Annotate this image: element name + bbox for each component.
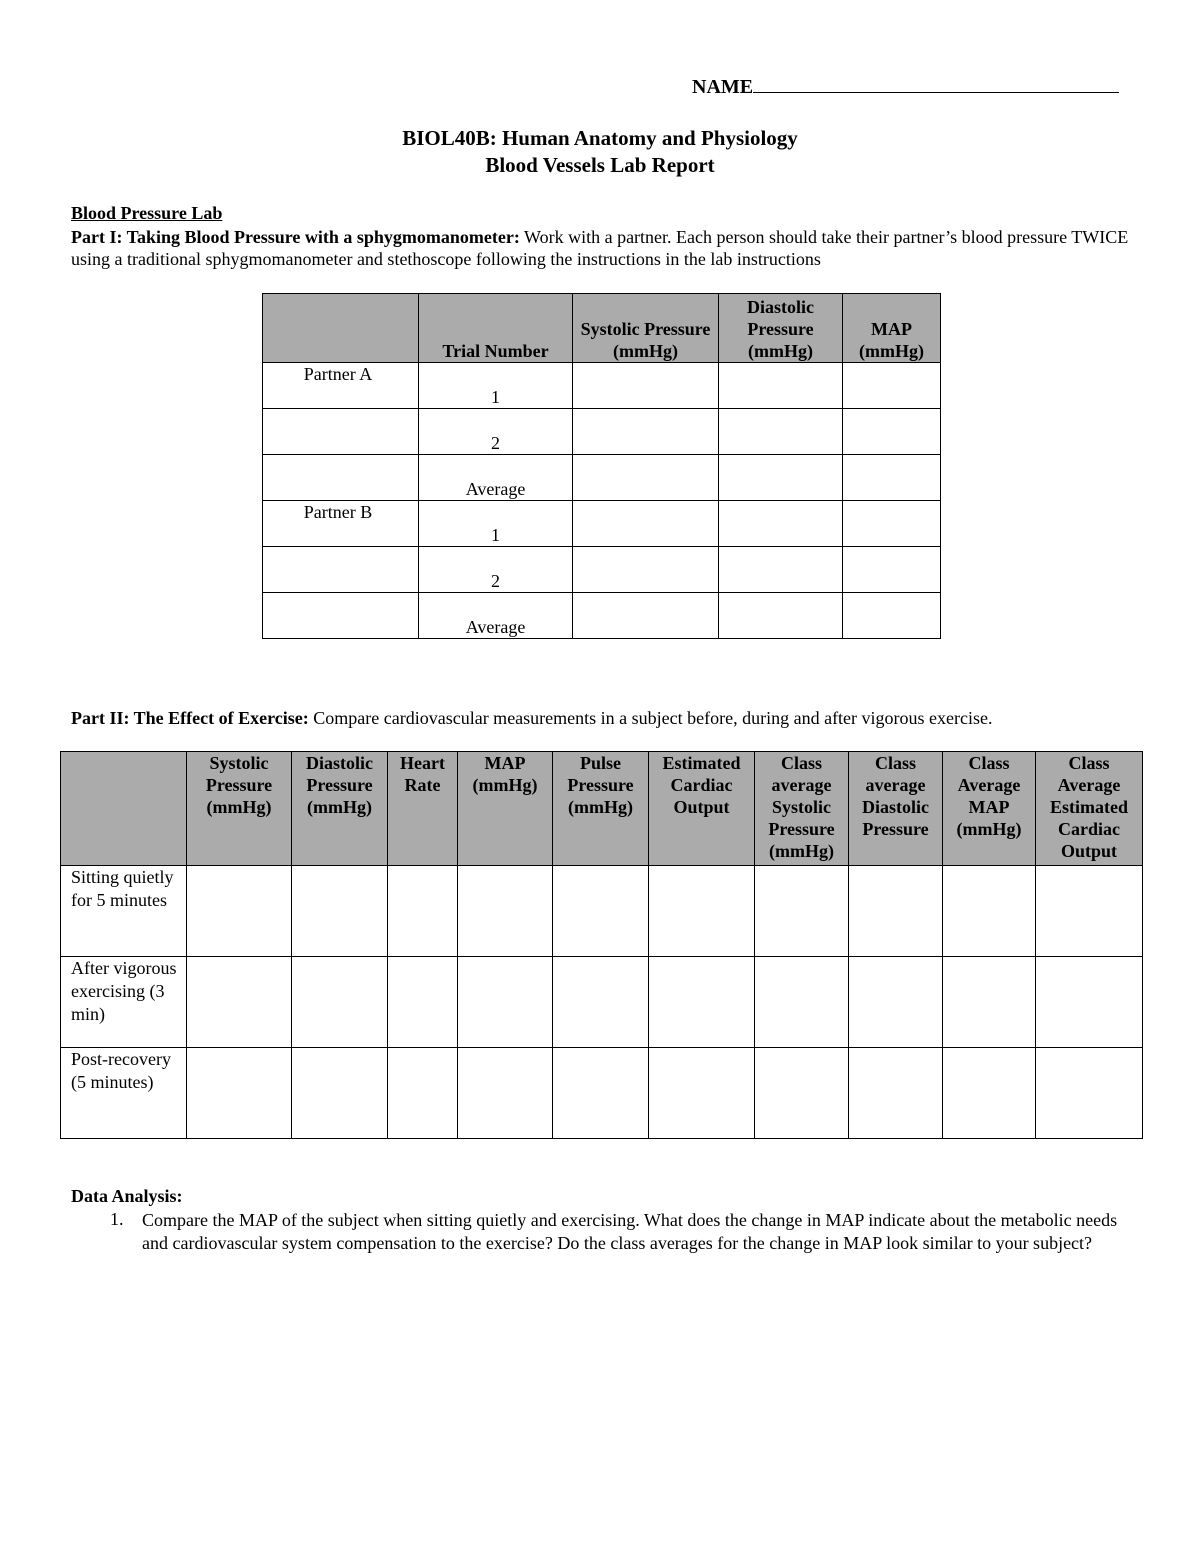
map-entry[interactable] bbox=[843, 363, 941, 409]
table-row bbox=[263, 501, 941, 547]
trial-cell: Average bbox=[419, 455, 573, 501]
table-row bbox=[61, 866, 1143, 957]
systolic-entry[interactable] bbox=[573, 363, 719, 409]
partner-cell bbox=[263, 547, 419, 593]
entry-cell[interactable] bbox=[458, 1048, 553, 1139]
table2-header-systolic: Systolic Pressure (mmHg) bbox=[187, 752, 292, 866]
part2-text: Compare cardiovascular measurements in a subject before, during and after vigorous exercise. bbox=[308, 708, 993, 728]
table-row bbox=[61, 1048, 1143, 1139]
map-entry[interactable] bbox=[843, 409, 941, 455]
entry-cell[interactable] bbox=[187, 1048, 292, 1139]
table-row bbox=[263, 593, 941, 639]
partner-cell: Partner A bbox=[263, 363, 419, 409]
entry-cell[interactable] bbox=[553, 957, 649, 1048]
map-entry[interactable] bbox=[843, 501, 941, 547]
systolic-entry[interactable] bbox=[573, 501, 719, 547]
table2-header-blank bbox=[61, 752, 187, 866]
table-row bbox=[263, 455, 941, 501]
table1-header-blank bbox=[263, 294, 419, 363]
entry-cell[interactable] bbox=[755, 866, 849, 957]
entry-cell[interactable] bbox=[292, 1048, 388, 1139]
trial-cell: 2 bbox=[419, 409, 573, 455]
condition-cell: Sitting quietly for 5 minutes bbox=[61, 866, 187, 957]
entry-cell[interactable] bbox=[553, 866, 649, 957]
entry-cell[interactable] bbox=[849, 866, 943, 957]
entry-cell[interactable] bbox=[649, 957, 755, 1048]
table2-header-class-map: Class Average MAP (mmHg) bbox=[943, 752, 1036, 866]
entry-cell[interactable] bbox=[943, 957, 1036, 1048]
table1-header-row bbox=[263, 294, 941, 363]
entry-cell[interactable] bbox=[388, 1048, 458, 1139]
table-row bbox=[61, 957, 1143, 1048]
table2-header-pulse-pressure: Pulse Pressure (mmHg) bbox=[553, 752, 649, 866]
trial-cell: Average bbox=[419, 593, 573, 639]
report-title: Blood Vessels Lab Report bbox=[485, 153, 715, 177]
table-row bbox=[263, 409, 941, 455]
entry-cell[interactable] bbox=[755, 1048, 849, 1139]
table2-header-class-diastolic: Class average Diastolic Pressure bbox=[849, 752, 943, 866]
entry-cell[interactable] bbox=[943, 1048, 1036, 1139]
condition-cell: Post-recovery (5 minutes) bbox=[61, 1048, 187, 1139]
entry-cell[interactable] bbox=[1036, 866, 1143, 957]
systolic-entry[interactable] bbox=[573, 593, 719, 639]
map-entry[interactable] bbox=[843, 455, 941, 501]
entry-cell[interactable] bbox=[1036, 957, 1143, 1048]
table1-header-diastolic: Diastolic Pressure (mmHg) bbox=[719, 294, 843, 363]
table2-header-cardiac-output: Estimated Cardiac Output bbox=[649, 752, 755, 866]
question-text: Compare the MAP of the subject when sitting quietly and exercising. What does the change in MAP indicate about the metabolic needs and cardiovascular system compensation to the exercise? Do the class averages for the change in MAP look similar to your subject? bbox=[142, 1210, 1118, 1253]
entry-cell[interactable] bbox=[388, 866, 458, 957]
map-entry[interactable] bbox=[843, 593, 941, 639]
table-row bbox=[263, 547, 941, 593]
table2-header-class-cardiac-output: Class Average Estimated Cardiac Output bbox=[1036, 752, 1143, 866]
map-entry[interactable] bbox=[843, 547, 941, 593]
systolic-entry[interactable] bbox=[573, 455, 719, 501]
name-blank-line[interactable] bbox=[753, 74, 1119, 93]
trial-cell: 2 bbox=[419, 547, 573, 593]
entry-cell[interactable] bbox=[458, 957, 553, 1048]
entry-cell[interactable] bbox=[187, 866, 292, 957]
table-row bbox=[263, 363, 941, 409]
condition-cell: After vigorous exercising (3 min) bbox=[61, 957, 187, 1048]
entry-cell[interactable] bbox=[943, 866, 1036, 957]
entry-cell[interactable] bbox=[187, 957, 292, 1048]
entry-cell[interactable] bbox=[553, 1048, 649, 1139]
entry-cell[interactable] bbox=[755, 957, 849, 1048]
entry-cell[interactable] bbox=[292, 957, 388, 1048]
table2-header-diastolic: Diastolic Pressure (mmHg) bbox=[292, 752, 388, 866]
entry-cell[interactable] bbox=[849, 957, 943, 1048]
name-label: NAME bbox=[692, 76, 754, 98]
systolic-entry[interactable] bbox=[573, 547, 719, 593]
table1-header-systolic: Systolic Pressure (mmHg) bbox=[573, 294, 719, 363]
trial-cell: 1 bbox=[419, 363, 573, 409]
systolic-entry[interactable] bbox=[573, 409, 719, 455]
partner-cell bbox=[263, 455, 419, 501]
table1-header-trial: Trial Number bbox=[419, 294, 573, 363]
entry-cell[interactable] bbox=[649, 866, 755, 957]
part1-label: Part I: Taking Blood Pressure with a sphygmomanometer: bbox=[71, 227, 520, 247]
trial-cell: 1 bbox=[419, 501, 573, 547]
partner-cell bbox=[263, 593, 419, 639]
partner-cell: Partner B bbox=[263, 501, 419, 547]
part1-instructions bbox=[71, 226, 1131, 270]
diastolic-entry[interactable] bbox=[719, 455, 843, 501]
entry-cell[interactable] bbox=[388, 957, 458, 1048]
course-title: BIOL40B: Human Anatomy and Physiology bbox=[402, 126, 798, 150]
part2-label: Part II: The Effect of Exercise: bbox=[71, 708, 309, 728]
question-number: 1. bbox=[110, 1209, 124, 1229]
part1-text: Work with a partner. Each person should take their partner’s blood pressure TWICE using a traditional sphygmomanometer and stethoscope following the instructions in the lab instructions bbox=[71, 227, 1129, 269]
part2-instructions bbox=[71, 707, 1131, 729]
diastolic-entry[interactable] bbox=[719, 363, 843, 409]
blood-pressure-table bbox=[262, 293, 941, 639]
section-heading: Blood Pressure Lab bbox=[71, 203, 223, 223]
table2-header-class-systolic: Class average Systolic Pressure (mmHg) bbox=[755, 752, 849, 866]
entry-cell[interactable] bbox=[1036, 1048, 1143, 1139]
analysis-heading: Data Analysis: bbox=[71, 1186, 183, 1206]
diastolic-entry[interactable] bbox=[719, 593, 843, 639]
diastolic-entry[interactable] bbox=[719, 547, 843, 593]
partner-cell bbox=[263, 409, 419, 455]
diastolic-entry[interactable] bbox=[719, 501, 843, 547]
diastolic-entry[interactable] bbox=[719, 409, 843, 455]
entry-cell[interactable] bbox=[458, 866, 553, 957]
entry-cell[interactable] bbox=[292, 866, 388, 957]
table1-header-map: MAP (mmHg) bbox=[843, 294, 941, 363]
table2-header-map: MAP (mmHg) bbox=[458, 752, 553, 866]
name-field[interactable] bbox=[692, 74, 1119, 99]
entry-cell[interactable] bbox=[849, 1048, 943, 1139]
exercise-table bbox=[60, 751, 1143, 1139]
table2-header-row bbox=[61, 752, 1143, 866]
entry-cell[interactable] bbox=[649, 1048, 755, 1139]
table2-header-heart-rate: Heart Rate bbox=[388, 752, 458, 866]
